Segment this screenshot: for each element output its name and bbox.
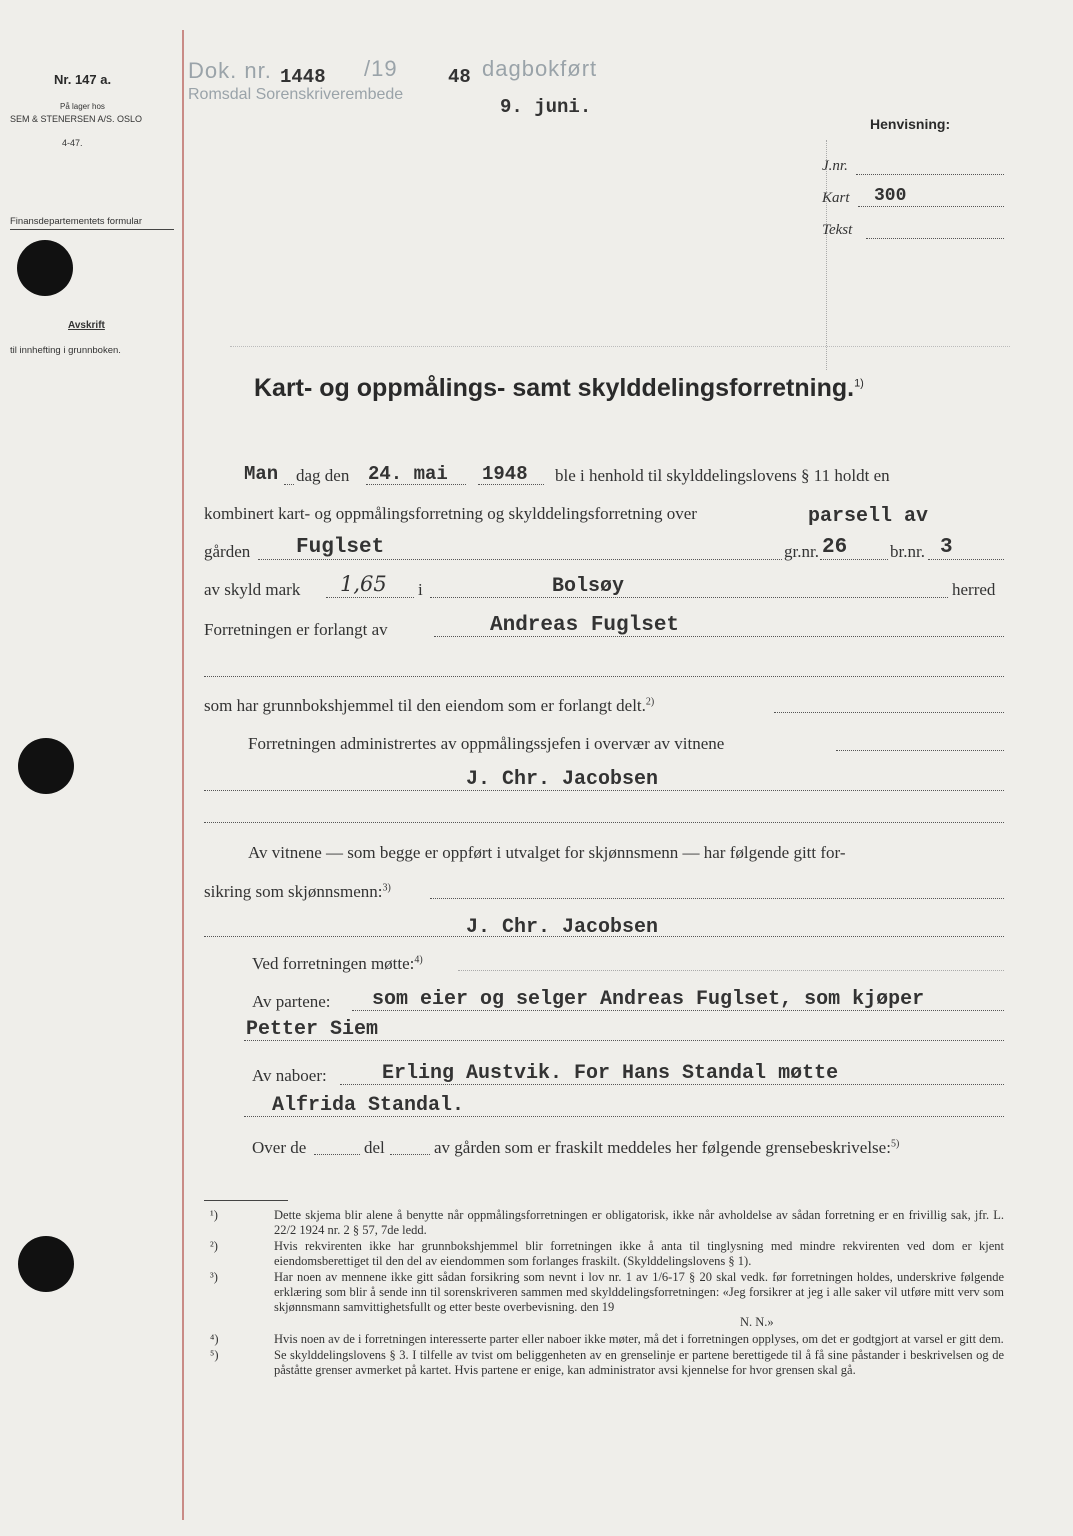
naboer-label: Av naboer: xyxy=(252,1066,327,1085)
forlangt-typed: Andreas Fuglset xyxy=(490,614,680,637)
footnote-separator xyxy=(204,1200,288,1201)
footnote-item: ²) Hvis rekvirenten ikke har grunnbokshjemmel blir forretningen ikke å anta til tinglysning med mindre rekvirenten ved dom er kjent eiendomsberettiget til den del av eiendommen som forlanges fraskilt. (Skylddelingslovens § 1). xyxy=(210,1239,1004,1268)
skyld-rule xyxy=(326,597,414,598)
vitnene-line1: Av vitnene — som begge er oppført i utvalget for skjønnsmenn — har følgende gitt for- xyxy=(248,843,846,862)
kart-rule xyxy=(858,206,1004,207)
weekday-rule xyxy=(284,484,294,485)
jnr-rule xyxy=(856,174,1004,175)
witness2-rule xyxy=(204,936,1004,937)
footnote-item: ³) Har noen av mennene ikke gitt sådan forsikring som nevnt i lov nr. 1 av 1/6-17 § 20 skal vedk. før forretningen holdes, underskrive følgende erklæring som blir å sende inn til sorenskriveren sammen med skylddelingsforretningen: «Jeg forsikrer at jeg i alle saker vil utføre mitt verv som skjønnsmann samvittighetsfullt og etter beste overbevisning. den 19 xyxy=(210,1270,1004,1314)
footnote-item: ¹) Dette skjema blir alene å benytte når oppmålingsforretningen er obligatorisk, ikke når avholdelse av sådan forretning er en frivillig sak, jfr. L. 22/2 1924 nr. 2 § 57, 7de ledd. xyxy=(210,1208,1004,1237)
grnr-rule xyxy=(820,559,888,560)
grnr-label: gr.nr. xyxy=(784,542,819,561)
year-typed: 1948 xyxy=(482,463,528,485)
line1-rest: ble i henhold til skylddelingslovens § 11 holdt en xyxy=(555,466,890,485)
vitnene-line2: sikring som skjønnsmenn:$^{3)}$ xyxy=(204,882,391,901)
stamp-dok-number: 1448 xyxy=(280,66,326,88)
date-rule xyxy=(366,484,466,485)
stamp-dok-prefix: Dok. nr. xyxy=(188,58,272,83)
stamp-dagbokfort: dagbokført xyxy=(482,56,598,81)
grense-line: av gården som er fraskilt meddeles her følgende grensebeskrivelse:$^{5)}$ xyxy=(434,1138,900,1157)
kart-value: 300 xyxy=(874,186,907,206)
del-rule xyxy=(390,1154,430,1155)
brnr-rule xyxy=(928,559,1004,560)
tekst-rule xyxy=(866,238,1004,239)
parsell-typed: parsell av xyxy=(808,505,929,528)
partene-label: Av partene: xyxy=(252,992,331,1011)
line2-text: kombinert kart- og oppmålingsforretning og skylddelingsforretning over xyxy=(204,504,697,523)
date-code: 4-47. xyxy=(62,138,83,148)
publisher-line2: SEM & STENERSEN A/S. OSLO xyxy=(10,114,143,124)
partene-typed1: som eier og selger Andreas Fuglset, som kjøper xyxy=(372,988,925,1011)
naboer-typed2: Alfrida Standal. xyxy=(272,1094,465,1117)
herred-label: herred xyxy=(952,580,996,599)
footnote-signature: N. N.» xyxy=(740,1315,774,1329)
witness1: J. Chr. Jacobsen xyxy=(466,768,659,791)
garden-typed: Fuglset xyxy=(296,536,385,559)
punch-hole xyxy=(17,240,73,296)
blank-rule xyxy=(204,676,1004,677)
herred-rule xyxy=(430,597,948,598)
footnote-item: ⁴) Hvis noen av de i forretningen interesserte parter eller naboer ikke møter, må det i forretningen opplyses, om det er godtgjort at varsel er gitt dem. xyxy=(210,1332,1004,1346)
publisher-line1: På lager hos xyxy=(60,102,105,111)
avskrift-label: Avskrift xyxy=(68,320,105,331)
stamp-year-sep: /19 xyxy=(364,56,398,81)
witness1-rule xyxy=(204,790,1004,791)
garden-label: gården xyxy=(204,542,251,561)
grunnbok-line: som har grunnbokshjemmel til den eiendom som er forlangt delt.$^{2)}$ xyxy=(204,696,655,715)
margin-line xyxy=(182,30,184,1520)
skyld-label: av skyld mark xyxy=(204,580,301,599)
stamp-year: 48 xyxy=(448,66,471,88)
footnotes xyxy=(210,1208,1004,1378)
form-number: Nr. 147 a. xyxy=(54,72,112,87)
tekst-label: Tekst xyxy=(822,222,853,238)
garden-rule xyxy=(258,559,782,560)
forlangt-label: Forretningen er forlangt av xyxy=(204,620,388,639)
partene-typed2: Petter Siem xyxy=(246,1018,379,1041)
over-de-label: Over de xyxy=(252,1138,307,1157)
mote-rule xyxy=(458,970,1004,971)
dag-den-label: dag den xyxy=(296,466,350,485)
punch-hole xyxy=(18,1236,74,1292)
del-label: del xyxy=(364,1138,385,1157)
partene-rule1 xyxy=(352,1010,1004,1011)
brnr-value: 3 xyxy=(940,536,953,559)
weekday-typed: Man xyxy=(244,463,279,485)
skyld-value: 1,65 xyxy=(340,572,387,596)
i-label: i xyxy=(418,580,423,599)
naboer-rule2 xyxy=(244,1116,1004,1117)
formular-rule xyxy=(10,229,174,230)
kart-label: Kart xyxy=(822,190,850,206)
witness-blank-rule xyxy=(204,822,1004,823)
punch-hole xyxy=(18,738,74,794)
witness2: J. Chr. Jacobsen xyxy=(466,916,659,939)
over-de-rule xyxy=(314,1154,360,1155)
stamp-date: 9. juni. xyxy=(500,96,592,118)
footnote-item: ⁵) Se skylddelingslovens § 3. I tilfelle av tvist om beliggenheten av en grenselinje er partene berettigede til å få sine påstander i beskrivelsen og de påståtte grenser avmerket på kartet. Hvis partene er enige, kan administrator avsi kjennelse for hvor grensen skal gå. xyxy=(210,1348,1004,1377)
date-typed: 24. mai xyxy=(368,463,448,485)
henvisning-heading: Henvisning: xyxy=(870,116,951,132)
naboer-typed1: Erling Austvik. For Hans Standal møtte xyxy=(382,1062,839,1085)
mote-label: Ved forretningen møtte:$^{4)}$ xyxy=(252,954,423,973)
innhefting-label: til innhefting i grunnboken. xyxy=(10,345,121,356)
jnr-label: J.nr. xyxy=(822,158,848,174)
formular-label: Finansdepartementets formular xyxy=(10,216,143,227)
brnr-label: br.nr. xyxy=(890,542,925,561)
header-separator xyxy=(230,346,1010,347)
forlangt-rule xyxy=(434,636,1004,637)
partene-rule2 xyxy=(244,1040,1004,1041)
year-rule xyxy=(478,484,544,485)
admin-line: Forretningen administrertes av oppmålingssjefen i overvær av vitnene xyxy=(248,734,725,753)
naboer-rule1 xyxy=(340,1084,1004,1085)
grnr-value: 26 xyxy=(822,536,848,559)
stamp-office: Romsdal Sorenskriverembede xyxy=(188,86,404,103)
document-title: Kart- og oppmålings- samt skylddelingsforretning.$^{1)}$ xyxy=(254,374,864,402)
herred-typed: Bolsøy xyxy=(552,575,625,598)
vitnene-rule xyxy=(430,898,1004,899)
admin-rule xyxy=(836,750,1004,751)
grunnbok-rule xyxy=(774,712,1004,713)
